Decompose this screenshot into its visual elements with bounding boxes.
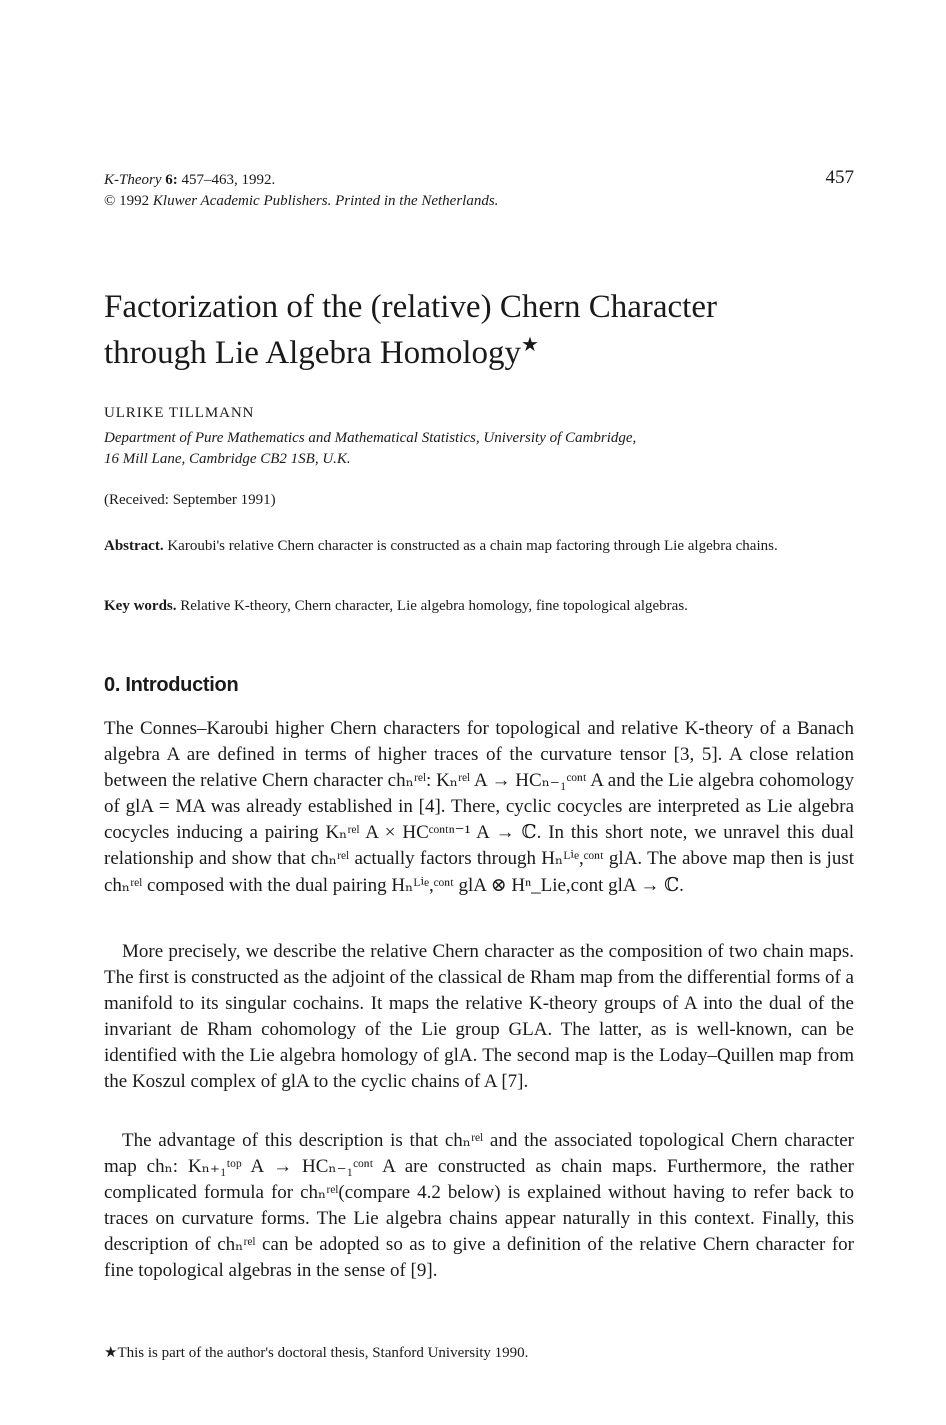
title-line-2 — [104, 330, 864, 376]
intro-paragraph-1: The Connes–Karoubi higher Chern characters for topological and relative K-theory of a Banach algebra A are defined in terms of higher traces of the curvature tensor [3, 5]. A close relation between the relative Chern character chₙʳᵉˡ: Kₙʳᵉˡ A → HCₙ₋₁ᶜᵒⁿᵗ A and the Lie algebra cohomology of glA = MA was already established in [4]. There, cyclic cocycles are interpreted as Lie algebra cocycles inducing a pairing Kₙʳᵉˡ A × HCᶜᵒⁿᵗⁿ⁻¹ A → ℂ. In this short note, we unravel this dual relationship and show that chₙʳᵉˡ actually factors through Hₙᴸⁱᵉ,ᶜᵒⁿᵗ glA. The above map then is just chₙʳᵉˡ composed with the dual pairing Hₙᴸⁱᵉ,ᶜᵒⁿᵗ glA ⊗ Hⁿ_Lie,cont glA → ℂ. — [104, 718, 854, 896]
journal-citation — [104, 170, 498, 212]
title-footnote-star: ★ — [521, 334, 539, 356]
publisher: Kluwer Academic Publishers. Printed in the Netherlands. — [152, 193, 499, 209]
keywords — [104, 598, 856, 615]
title-line-2-text: through Lie Algebra Homology — [104, 335, 522, 371]
article-title — [104, 284, 864, 376]
abstract-text: Karoubi's relative Chern character is constructed as a chain map factoring through Lie algebra chains. — [163, 538, 778, 554]
footnote — [104, 1343, 528, 1362]
copyright-prefix: © 1992 — [104, 193, 153, 209]
journal-pages-year: 457–463, 1992. — [177, 172, 276, 188]
intro-paragraph-2: More precisely, we describe the relative Chern character as the composition of two chain maps. The first is constructed as the adjoint of the classical de Rham map from the differential forms of a manifold to its singular cochains. It maps the relative K-theory groups of A into the dual of the invariant de Rham cohomology of the Lie group GLA. The latter, as is well-known, can be identified with the Lie algebra homology of glA. The second map is the Loday–Quillen map from the Koszul complex of glA to the cyclic chains of A [7]. — [104, 941, 854, 1093]
copyright-line — [104, 191, 498, 212]
page-number: 457 — [825, 167, 854, 188]
footnote-star: ★ — [104, 1345, 118, 1361]
keywords-text: Relative K-theory, Chern character, Lie algebra homology, fine topological algebras. — [176, 598, 688, 614]
intro-paragraph-3: The advantage of this description is that chₙʳᵉˡ and the associated topological Chern character map chₙ: Kₙ₊₁ᵗᵒᵖ A → HCₙ₋₁ᶜᵒⁿᵗ A are constructed as chain maps. Furthermore, the rather complicated formula for chₙʳᵉˡ(compare 4.2 below) is explained without having to refer back to traces on curvature forms. The Lie algebra chains appear naturally in this context. Finally, this description of chₙʳᵉˡ can be adopted so as to give a definition of the relative Chern character for fine topological algebras in the sense of [9]. — [104, 1130, 854, 1282]
affiliation-line-1: Department of Pure Mathematics and Mathematical Statistics, University of Cambridge, — [104, 430, 637, 446]
title-line-1: Factorization of the (relative) Chern Character — [104, 289, 717, 325]
received-date: (Received: September 1991) — [104, 492, 276, 508]
journal-line — [104, 170, 498, 191]
author-affiliation — [104, 428, 864, 470]
journal-volume: 6: — [165, 172, 178, 188]
footnote-text: This is part of the author's doctoral thesis, Stanford University 1990. — [117, 1345, 529, 1361]
keywords-label: Key words. — [104, 598, 177, 614]
affiliation-line-2: 16 Mill Lane, Cambridge CB2 1SB, U.K. — [104, 451, 351, 467]
abstract — [104, 536, 856, 557]
author-name: ULRIKE TILLMANN — [104, 405, 255, 421]
journal-name: K-Theory — [104, 172, 162, 188]
abstract-label: Abstract. — [104, 538, 164, 554]
section-heading: 0. Introduction — [104, 674, 239, 696]
